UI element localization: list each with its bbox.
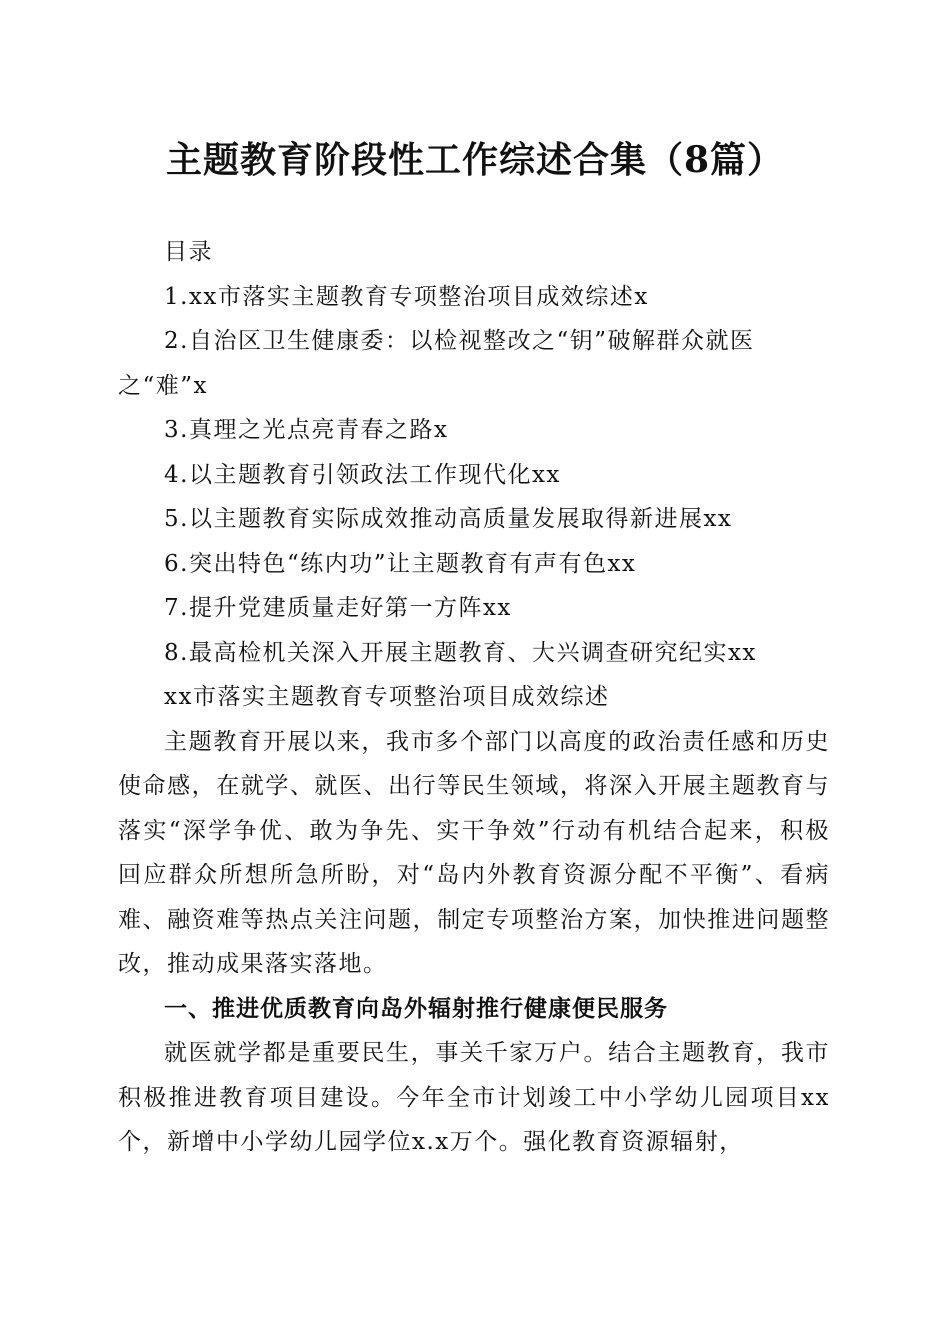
toc-item-7: 7.提升党建质量走好第一方阵xx <box>164 595 512 621</box>
toc-heading: 目录 <box>164 239 213 265</box>
toc-item-6: 6.突出特色“练内功”让主题教育有声有色xx <box>164 550 637 577</box>
toc-item-5: 5.以主题教育实际成效推动高质量发展取得新进展xx <box>164 506 733 532</box>
toc-item-8: 8.最高检机关深入开展主题教育、大兴调查研究纪实xx <box>164 639 757 666</box>
section-1-paragraph: 就医就学都是重要民生，事关千家万户。结合主题教育，我市积极推进教育项目建设。今年全市计划竣工中小学幼儿园项目xx个，新增中小学幼儿园学位x.x万个。强化教育资源辐射， <box>118 1040 830 1155</box>
toc-item-2: 2.自治区卫生健康委：以检视整改之“钥”破解群众就医之“难”x <box>118 328 755 399</box>
document-title: 主题教育阶段性工作综述合集（8篇） <box>165 139 785 181</box>
toc-item-1: 1.xx市落实主题教育专项整治项目成效综述x <box>164 283 649 310</box>
intro-paragraph: 主题教育开展以来，我市多个部门以高度的政治责任感和历史使命感，在就学、就医、出行等民生领域，将深入开展主题教育与落实“深学争优、敢为争先、实干争效”行动有机结合起来，积极回应群众所想所急所盼，对“岛内外教育资源分配不平衡”、看病难、融资难等热点关注问题，制定专项整治方案，加快推进问题整改，推动成果落实落地。 <box>118 728 830 977</box>
article-title: xx市落实主题教育专项整治项目成效综述 <box>164 684 610 710</box>
document-body <box>118 230 830 1165</box>
toc-item-3: 3.真理之光点亮青春之路x <box>164 417 449 443</box>
section-1-heading: 一、推进优质教育向岛外辐射推行健康便民服务 <box>164 995 668 1022</box>
toc-item-4: 4.以主题教育引领政法工作现代化xx <box>164 461 561 488</box>
